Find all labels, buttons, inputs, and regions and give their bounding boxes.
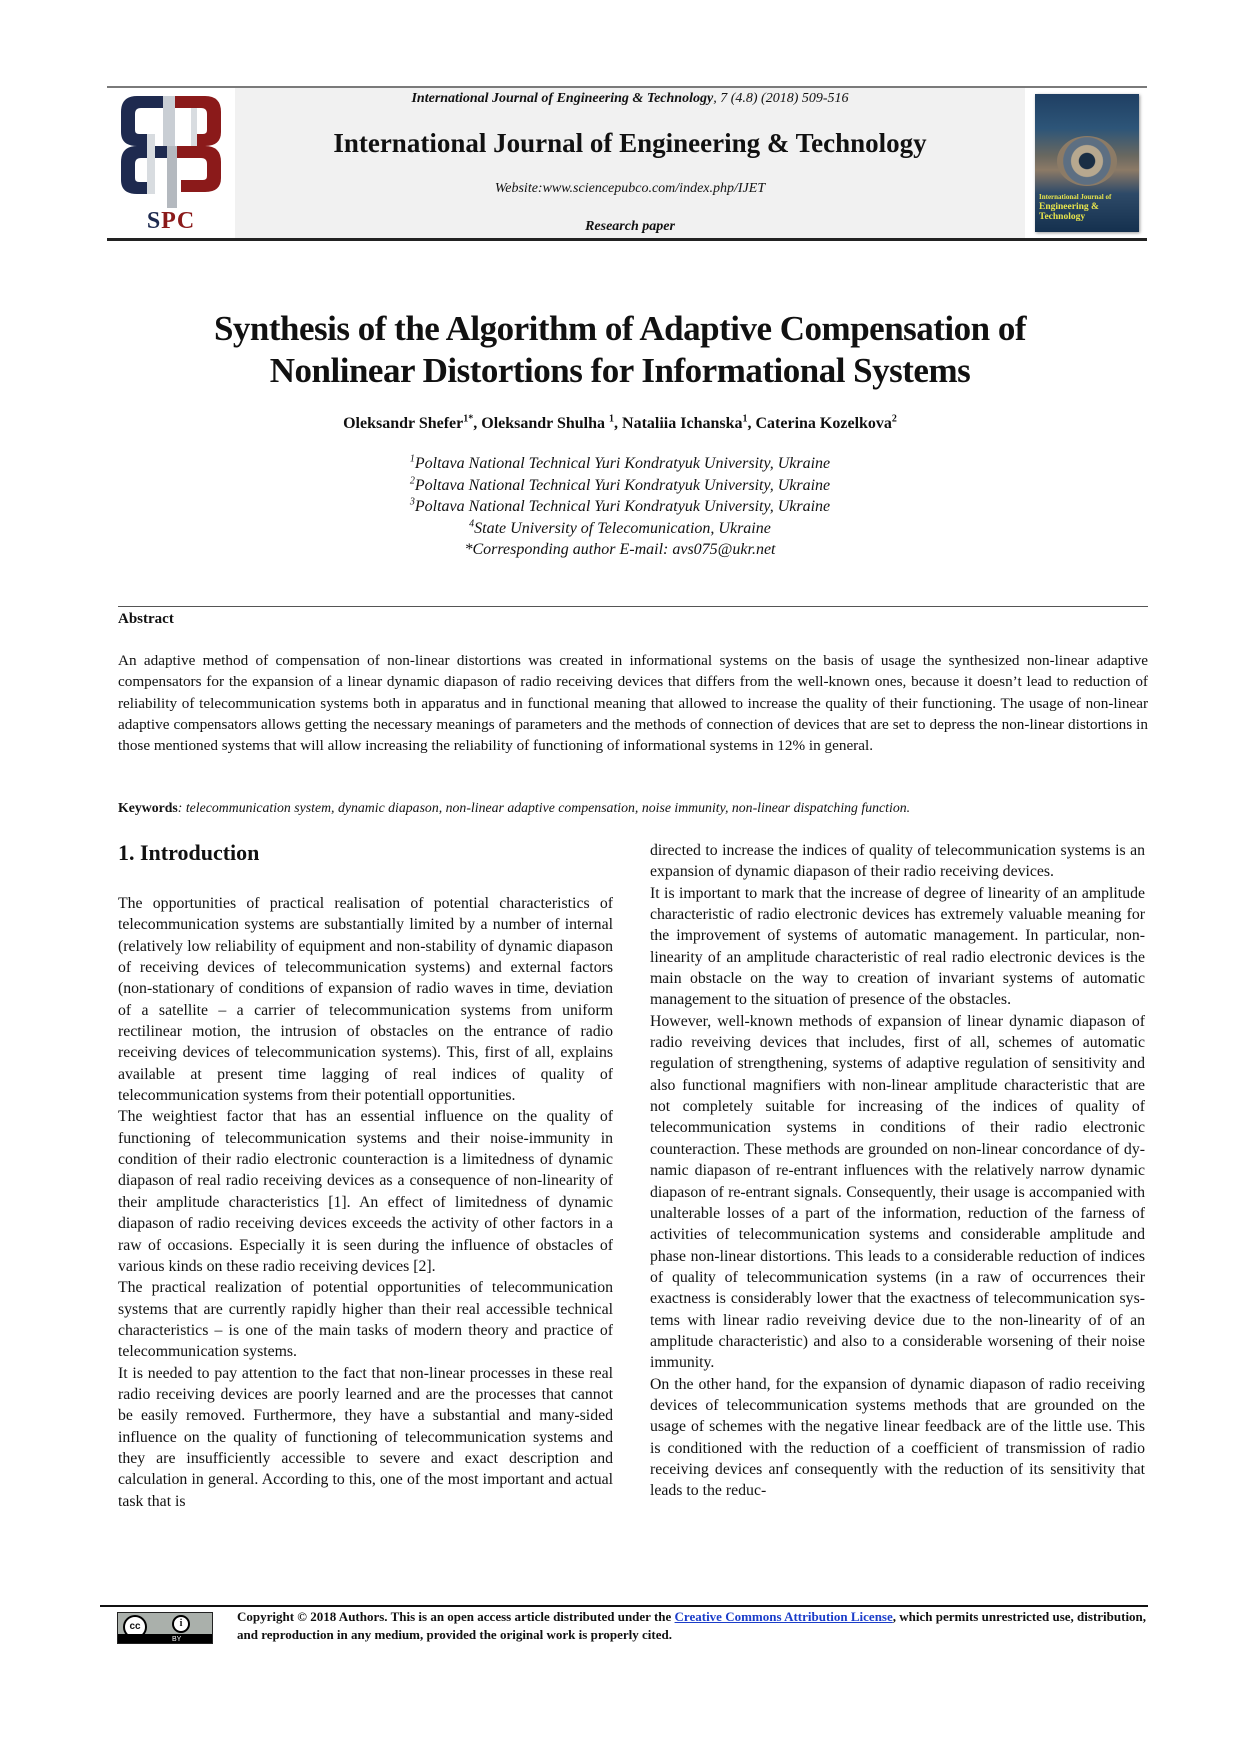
spc-logo-icon: [107, 88, 235, 208]
paragraph: On the other hand, for the expansion of dynamic diapason of radio receiving devices of telecommunication systems methods that are grounded on the usage of schemes with the negative linear feedback are of the little use. This is conditioned with the reduction of a coefficient of transmission of radio receiving devices anf consequently with the reduction of its sensitivity that leads to the reduc-: [650, 1375, 1145, 1500]
license-text: Copyright © 2018 Authors. This is an open access article distributed under the Creative Commons Attribution License, which permits unrestricted use, distribution, and reproduction in any medium, provided the original work is properly cited.: [237, 1609, 1147, 1642]
spc-logo: [107, 88, 235, 240]
paragraph: However, well-known methods of expansion of linear dynamic diapason of radio reveiving devices that includes, first of all, schemes of automatic regulation of strengthening, systems of adaptive regulation of sensitivity and also functional magnifiers with non-linear amplitude characteristic that are not completely suitable for increasing of the indices of quality of telecommunication systems in conditions of their radio electronic counteraction. These methods are grounded on non-linear concordance of dynamic diapason of re-entrant influences with the relatively narrow dynamic diapason of re-entrant signals. Consequently, their usage is accompanied with unalterable losses of a part of the information, reduction of the farness of activities of telecommunication systems and considerable amplitude and phase non-linear distortions. This leads to a considerable reduction of indices of quality of telecommunication systems (in a raw of occurrences their exactness is considerably lower that the exactness of telecommunication systems with linear radio reveiving device due to the non-linearity of of an amplitude characteristic) and also to a considerable worsening of their noise immunity.: [650, 1012, 1145, 1372]
by-label: BY: [172, 1636, 182, 1643]
affiliation: $^2$Poltava National Technical Yuri Kondratyuk University, Ukraine: [409, 475, 831, 494]
section-heading-introduction: 1. Introduction: [118, 840, 260, 865]
author: Oleksandr Shefer: [343, 415, 464, 432]
paragraph: It is needed to pay attention to the fact that non-linear processes in these real radio receiving devices are poorly learned and are the processes that cannot be easily removed. Furthermore, they have a substantial and many-sided influence on the quality of functioning of telecommunication systems and they are insufficiently accessible to severe and exact description and calculation in general. According to this, one of the most important and actual task that is: [118, 1364, 613, 1510]
badge-bar: [118, 1634, 212, 1643]
abstract-body: An adaptive method of compensation of non-linear distortions was created in informational systems on the basis of usage the synthesized non-linear adaptive compensators for the expansion of a linear dynamic diapason of radio receiving devices that differs from the well-known ones, because it doesn’t lead to reduction of reliability of telecommunication systems both in apparatus and in functional meaning that allowed to increase the quality of their functioning. The usage of non-linear adaptive compensators allows getting the necessary meanings of parameters and the methods of connection of devices that are set to depress the non-linear distortions in those mentioned systems that will allow increasing the reliability of functioning of informational systems in 12% in general.: [118, 652, 1148, 755]
journal-header: [107, 88, 1147, 240]
header-bottom-rule: [107, 238, 1147, 241]
paragraph: It is important to mark that the increase of degree of linearity of an amplitude characteristic of radio electronic devices has extremely valuable meaning for the improvement of systems of automatic management. In particular, non-linearity of an amplitude characteristic of real radio electronic devices is the main obstacle on the way to creation of invariant systems of automatic management to the situation of presence of the obstacles.: [650, 884, 1145, 1009]
paper-type-label: Research paper: [585, 219, 675, 234]
cc-icon: cc: [123, 1615, 147, 1639]
footer-rule: [100, 1605, 1148, 1607]
abstract-rule: [118, 606, 1148, 607]
body-column-right: [650, 840, 1145, 1502]
cover-title: International Journal of Engineering & Technology: [1039, 193, 1112, 223]
corresponding-author: *Corresponding author E-mail: avs075@ukr.net: [464, 541, 776, 558]
cover-detector-graphic: [1057, 136, 1117, 186]
paragraph: The practical realization of potential opportunities of telecommunication systems that are currently rapidly higher than their real accessible technical characteristics – is one of the main tasks of modern theory and practice of telecommunication systems.: [118, 1279, 613, 1361]
paragraph: The weightiest factor that has an essential influence on the quality of functioning of telecommunication systems and their noise-immunity in condition of their radio electronic counteraction is a limitedness of dynamic diapason of real radio receiving devices as a consequence of non-linearity of their amplitude characteristics [1]. An effect of limitedness of dynamic diapason of radio receiving devices exceeds the activity of other factors in a raw of occasions. Especially it is seen during the influence of obstacles of various kinds on these radio receiving devices [2].: [118, 1108, 613, 1275]
affiliation: $^3$Poltava National Technical Yuri Kondratyuk University, Ukraine: [409, 496, 831, 515]
keywords: [118, 800, 1148, 816]
affiliations: [100, 453, 1140, 561]
paper-title: Synthesis of the Algorithm of Adaptive Compensation of Nonlinear Distortions for Informational Systems: [213, 309, 1027, 390]
author: Caterina Kozelkova: [755, 415, 892, 432]
body-column-left: [118, 893, 613, 1512]
keywords-values: : telecommunication system, dynamic diapason, non-linear adaptive compensation, noise immunity, non-linear dispatching function.: [177, 800, 911, 815]
keywords-label: Keywords: [118, 800, 178, 815]
affiliation: $^4$State University of Telecomunication, Ukraine: [469, 518, 771, 537]
author: Oleksandr Shulha: [481, 415, 610, 432]
attribution-icon: i: [172, 1615, 190, 1633]
affiliation: $^1$Poltava National Technical Yuri Kondratyuk University, Ukraine: [409, 453, 831, 472]
cc-license-link[interactable]: Creative Commons Attribution License: [674, 1609, 893, 1624]
journal-cover-thumbnail: [1025, 88, 1147, 240]
journal-name: International Journal of Engineering & Technology: [333, 128, 927, 158]
cc-by-license-badge[interactable]: [117, 1612, 213, 1644]
abstract-heading: Abstract: [118, 611, 174, 627]
journal-citation: International Journal of Engineering & Technology, 7 (4.8) (2018) 509-516: [411, 91, 849, 106]
paragraph: The opportunities of practical realisation of potential characteristics of telecommunication systems are substantially limited by a number of internal (relatively low reliability of equipment and non-stability of dynamic diapason of receiving devices of telecommunication systems) and external factors (non-stationary of conditions of expansion of radio waves in time, deviation of a satellite – a carrier of telecommunication systems from uniform rectilinear motion, the intrusion of obstacles on the entrance of radio receiving devices of telecommunication systems). This, first of all, explains available at present time lagging of real indices of quality of telecommunication systems from their potentiall opportunities.: [118, 895, 613, 1105]
journal-website[interactable]: Website:www.sciencepubco.com/index.php/IJET: [494, 181, 766, 196]
header-center-panel: [235, 88, 1025, 240]
paragraph: directed to increase the indices of quality of telecommunication systems is an expansion of dynamic diapason of their radio receiving devices.: [650, 842, 1145, 881]
author-list: Oleksandr Shefer$^{1*}$, Oleksandr Shulha $^1$, Nataliia Ichanska$^1$, Caterina Kozelkova$^2$: [343, 413, 897, 432]
cover-image: [1035, 94, 1139, 232]
author: Nataliia Ichanska: [622, 415, 743, 432]
spc-logo-text: SPC: [146, 208, 196, 234]
